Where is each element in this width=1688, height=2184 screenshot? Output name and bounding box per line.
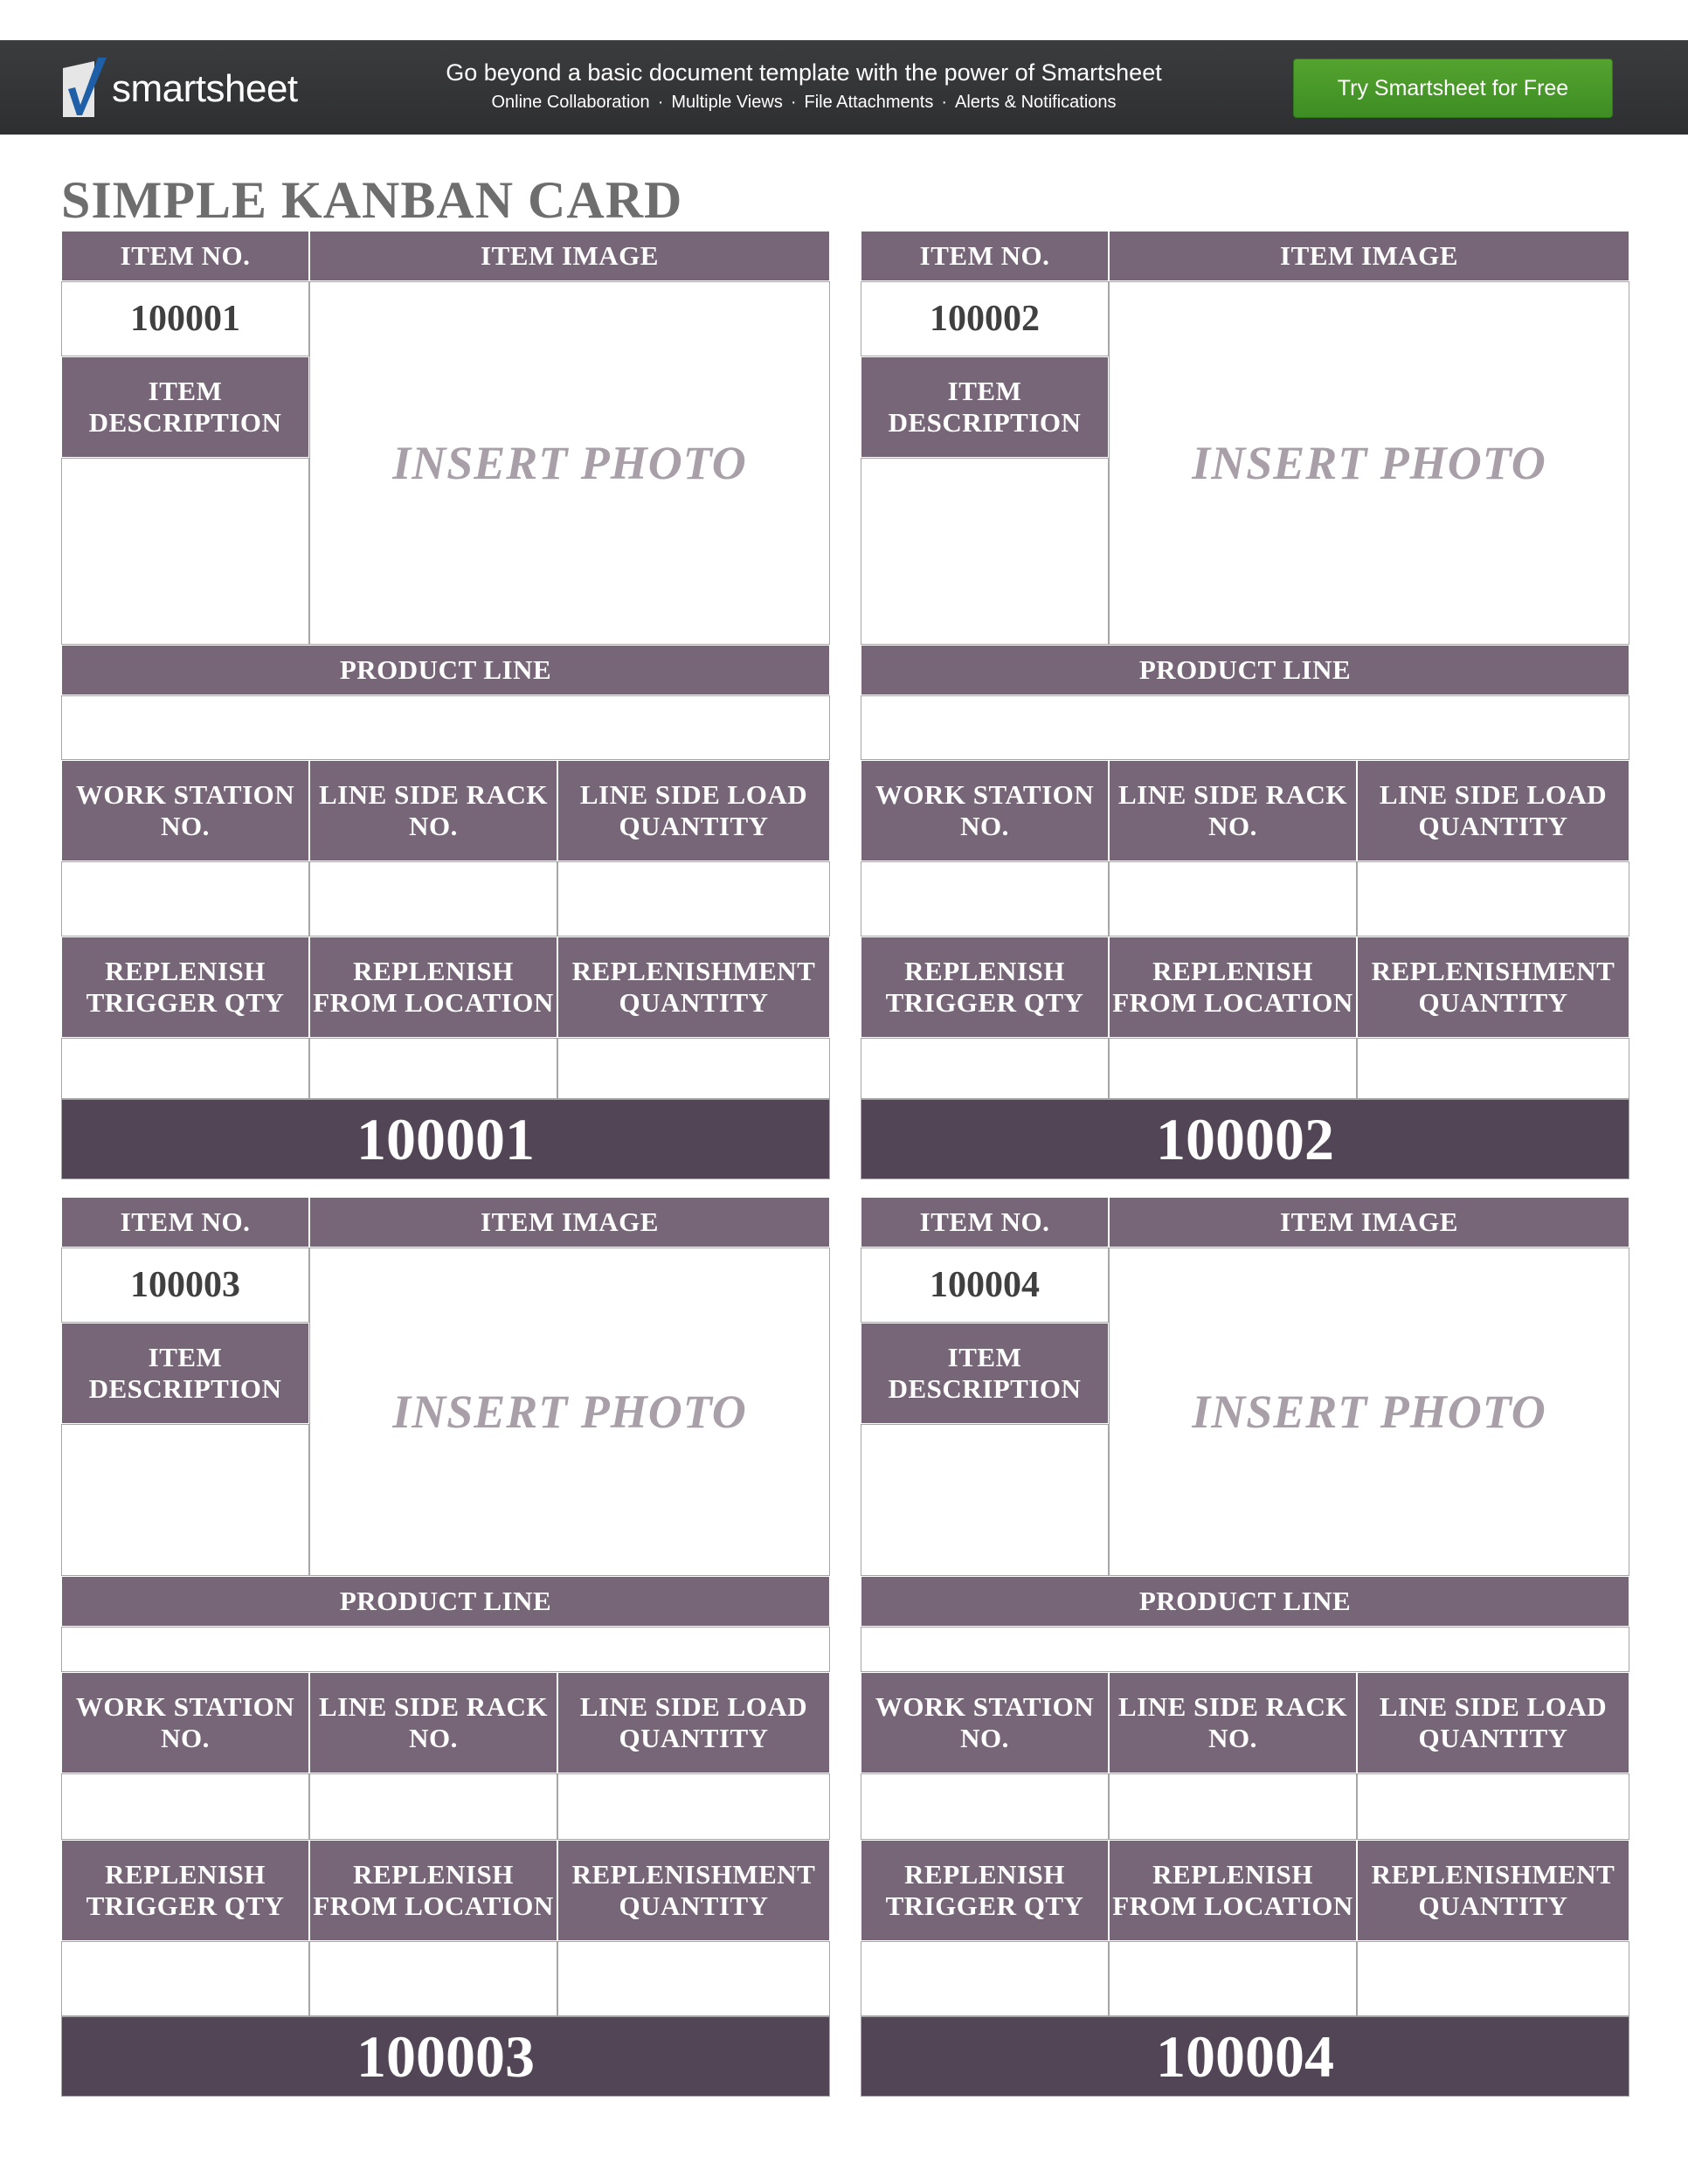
item-photo-placeholder[interactable] [309, 281, 830, 645]
from-location-header: REPLENISH FROM LOCATION [309, 936, 557, 1038]
replenishment-qty-header: REPLENISHMENT QUANTITY [557, 1840, 830, 1941]
load-qty-header: LINE SIDE LOAD QUANTITY [557, 1672, 830, 1773]
insert-photo-label: INSERT PHOTO [1192, 437, 1546, 489]
work-station-field[interactable] [861, 1773, 1109, 1840]
load-qty-field[interactable] [557, 1773, 830, 1840]
work-station-header: WORK STATION NO. [61, 1672, 309, 1773]
card-number-footer: 100004 [861, 2016, 1629, 2097]
banner-tagline [411, 58, 1197, 114]
item-photo-placeholder[interactable] [309, 1248, 830, 1576]
item-photo-placeholder[interactable] [1109, 281, 1629, 645]
product-line-field[interactable] [861, 1627, 1629, 1672]
replenishment-qty-field[interactable] [557, 1038, 830, 1099]
insert-photo-label: INSERT PHOTO [1192, 1386, 1546, 1438]
product-line-field[interactable] [861, 695, 1629, 760]
rack-no-header: LINE SIDE RACK NO. [309, 1672, 557, 1773]
item-no-value[interactable]: 100001 [61, 281, 309, 356]
feature-separator: · [657, 93, 664, 112]
item-photo-placeholder[interactable] [1109, 1248, 1629, 1576]
from-location-field[interactable] [309, 1038, 557, 1099]
banner-features [411, 91, 1197, 114]
card-number-footer: 100003 [61, 2016, 830, 2097]
from-location-header: REPLENISH FROM LOCATION [1109, 1840, 1357, 1941]
kanban-card [861, 1197, 1629, 2093]
item-image-header: ITEM IMAGE [1109, 231, 1629, 281]
from-location-header: REPLENISH FROM LOCATION [309, 1840, 557, 1941]
feature-item: File Attachments [804, 93, 934, 112]
item-description-header: ITEM DESCRIPTION [61, 356, 309, 458]
item-image-header: ITEM IMAGE [309, 1197, 830, 1248]
product-line-header: PRODUCT LINE [61, 1576, 830, 1627]
item-no-value[interactable]: 100002 [861, 281, 1109, 356]
load-qty-header: LINE SIDE LOAD QUANTITY [1357, 1672, 1629, 1773]
rack-no-field[interactable] [309, 1773, 557, 1840]
work-station-header: WORK STATION NO. [861, 1672, 1109, 1773]
load-qty-field[interactable] [1357, 1773, 1629, 1840]
work-station-field[interactable] [861, 861, 1109, 936]
item-description-header: ITEM DESCRIPTION [861, 356, 1109, 458]
product-line-field[interactable] [61, 695, 830, 760]
trigger-qty-header: REPLENISH TRIGGER QTY [861, 1840, 1109, 1941]
product-line-header: PRODUCT LINE [61, 645, 830, 695]
rack-no-field[interactable] [1109, 861, 1357, 936]
insert-photo-label: INSERT PHOTO [392, 1386, 747, 1438]
item-image-header: ITEM IMAGE [309, 231, 830, 281]
trigger-qty-field[interactable] [861, 1038, 1109, 1099]
page-title: SIMPLE KANBAN CARD [61, 171, 683, 229]
feature-separator: · [941, 93, 948, 112]
feature-item: Online Collaboration [491, 93, 650, 112]
item-no-header: ITEM NO. [861, 1197, 1109, 1248]
item-image-header: ITEM IMAGE [1109, 1197, 1629, 1248]
trigger-qty-header: REPLENISH TRIGGER QTY [61, 1840, 309, 1941]
rack-no-header: LINE SIDE RACK NO. [1109, 760, 1357, 861]
rack-no-field[interactable] [1109, 1773, 1357, 1840]
item-no-header: ITEM NO. [861, 231, 1109, 281]
rack-no-header: LINE SIDE RACK NO. [1109, 1672, 1357, 1773]
item-description-header: ITEM DESCRIPTION [61, 1323, 309, 1424]
feature-separator: · [790, 93, 797, 112]
work-station-field[interactable] [61, 1773, 309, 1840]
banner-headline: Go beyond a basic document template with the power of Smartsheet [446, 59, 1162, 86]
rack-no-header: LINE SIDE RACK NO. [309, 760, 557, 861]
load-qty-header: LINE SIDE LOAD QUANTITY [1357, 760, 1629, 861]
item-description-field[interactable] [61, 458, 309, 645]
from-location-field[interactable] [309, 1941, 557, 2016]
item-description-field[interactable] [861, 1424, 1109, 1576]
card-number-footer: 100001 [61, 1099, 830, 1179]
from-location-header: REPLENISH FROM LOCATION [1109, 936, 1357, 1038]
replenishment-qty-field[interactable] [1357, 1038, 1629, 1099]
trigger-qty-field[interactable] [61, 1941, 309, 2016]
replenishment-qty-header: REPLENISHMENT QUANTITY [1357, 936, 1629, 1038]
item-no-header: ITEM NO. [61, 231, 309, 281]
replenishment-qty-field[interactable] [1357, 1941, 1629, 2016]
trigger-qty-header: REPLENISH TRIGGER QTY [61, 936, 309, 1038]
item-description-field[interactable] [61, 1424, 309, 1576]
replenishment-qty-header: REPLENISHMENT QUANTITY [1357, 1840, 1629, 1941]
kanban-card [861, 231, 1629, 1200]
product-line-header: PRODUCT LINE [861, 1576, 1629, 1627]
product-line-header: PRODUCT LINE [861, 645, 1629, 695]
rack-no-field[interactable] [309, 861, 557, 936]
insert-photo-label: INSERT PHOTO [392, 437, 747, 489]
from-location-field[interactable] [1109, 1038, 1357, 1099]
replenishment-qty-header: REPLENISHMENT QUANTITY [557, 936, 830, 1038]
item-description-field[interactable] [861, 458, 1109, 645]
item-no-value[interactable]: 100004 [861, 1248, 1109, 1323]
load-qty-field[interactable] [557, 861, 830, 936]
work-station-header: WORK STATION NO. [861, 760, 1109, 861]
item-description-header: ITEM DESCRIPTION [861, 1323, 1109, 1424]
try-free-button[interactable]: Try Smartsheet for Free [1293, 59, 1613, 118]
feature-item: Multiple Views [671, 93, 783, 112]
product-line-field[interactable] [61, 1627, 830, 1672]
kanban-card [61, 231, 830, 1200]
item-no-value[interactable]: 100003 [61, 1248, 309, 1323]
kanban-card [61, 1197, 830, 2093]
from-location-field[interactable] [1109, 1941, 1357, 2016]
item-no-header: ITEM NO. [61, 1197, 309, 1248]
trigger-qty-field[interactable] [61, 1038, 309, 1099]
work-station-header: WORK STATION NO. [61, 760, 309, 861]
card-number-footer: 100002 [861, 1099, 1629, 1179]
work-station-field[interactable] [61, 861, 309, 936]
smartsheet-logo[interactable] [59, 56, 313, 119]
load-qty-header: LINE SIDE LOAD QUANTITY [557, 760, 830, 861]
trigger-qty-header: REPLENISH TRIGGER QTY [861, 936, 1109, 1038]
logo-wordmark: smartsheet [112, 67, 298, 110]
replenishment-qty-field[interactable] [557, 1941, 830, 2016]
feature-item: Alerts & Notifications [955, 93, 1117, 112]
promo-banner [0, 40, 1688, 135]
smartsheet-checkmark-icon [59, 56, 110, 119]
trigger-qty-field[interactable] [861, 1941, 1109, 2016]
load-qty-field[interactable] [1357, 861, 1629, 936]
